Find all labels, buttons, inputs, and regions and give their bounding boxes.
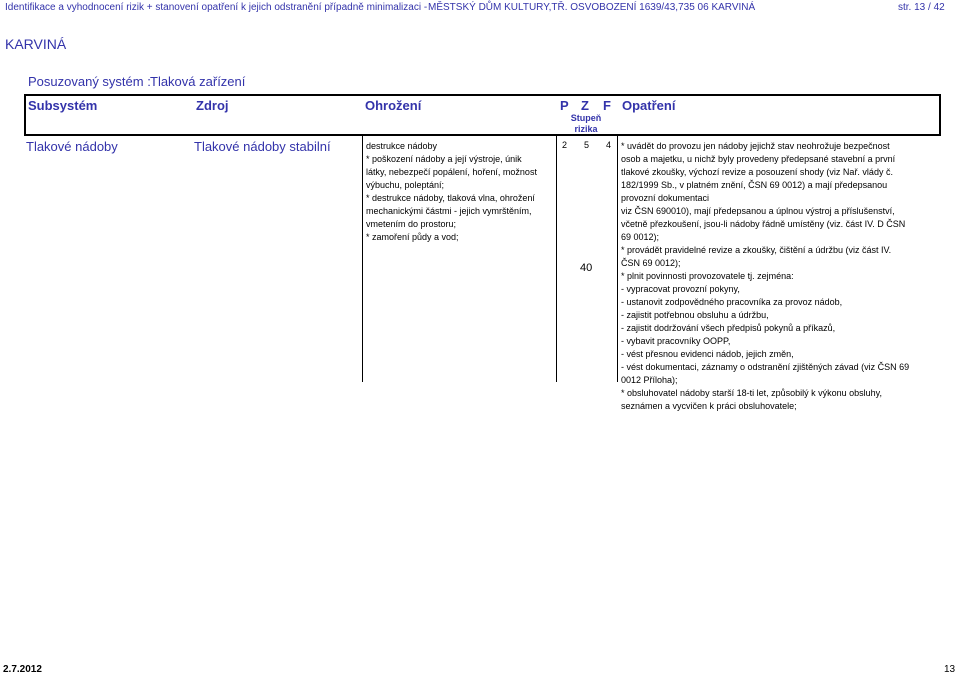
column-f: F: [603, 98, 611, 113]
hazard-column-divider: [362, 134, 363, 382]
measure-line: - zajistit potřebnou obsluhu a údržbu,: [621, 310, 769, 320]
p-column-divider: [556, 134, 557, 382]
column-source: Zdroj: [196, 98, 229, 113]
measure-line: 0012 Příloha);: [621, 375, 678, 385]
system-value: Tlaková zařízení: [150, 74, 246, 89]
measure-line: včetně přezkoušení, jsou-li nádoby řádně umístěny (viz. část IV. D ČSN: [621, 219, 906, 229]
measure-line: * plnit povinnosti provozovatele tj. zejména:: [621, 271, 794, 281]
row-risk-value: 40: [580, 262, 593, 274]
table-header-bottom-rule: [24, 134, 941, 136]
page-counter: str. 13 / 42: [898, 2, 945, 13]
table-right-border: [939, 94, 941, 136]
row-hazard: [366, 140, 537, 244]
hazard-line: * poškození nádoby a její výstroje, únik: [366, 154, 522, 164]
measures-column-divider: [617, 134, 618, 382]
measure-line: * provádět pravidelné revize a zkoušky, čištění a údržbu (viz část IV.: [621, 245, 892, 255]
hazard-line: vmetením do prostoru;: [366, 219, 457, 229]
footer-page-number: 13: [944, 664, 956, 675]
system-label: Posuzovaný systém :: [28, 74, 151, 89]
measure-line: 69 0012);: [621, 232, 660, 242]
measure-line: - vést dokumentaci, záznamy o odstranění zjištěných závad (viz ČSN 69: [621, 362, 910, 372]
measure-line: viz ČSN 690010), mají předepsanou a úplnou výstroj a příslušenství,: [621, 206, 895, 216]
measure-line: - vést přesnou evidenci nádob, jejich změn,: [621, 349, 794, 359]
measure-line: - vypracovat provozní pokyny,: [621, 284, 740, 294]
hazard-line: mechanickými částmi - jejich vymrštěním,: [366, 206, 532, 216]
measure-line: osob a majetku, u nichž byly provedeny předepsané stavební a první: [621, 154, 896, 164]
table-left-border: [24, 94, 26, 136]
measure-line: ČSN 69 0012);: [621, 258, 681, 268]
row-source: Tlakové nádoby stabilní: [194, 139, 331, 154]
document-header-title: Identifikace a vyhodnocení rizik + stanovení opatření k jejich odstranění případně minimalizaci -: [5, 2, 428, 13]
table-top-rule: [24, 94, 941, 96]
hazard-line: * zamoření půdy a vod;: [366, 232, 459, 242]
column-z: Z: [581, 98, 589, 113]
row-p-value: 2: [562, 140, 568, 150]
row-z-value: 5: [584, 140, 590, 150]
footer-date: 2.7.2012: [3, 664, 42, 675]
column-p: P: [560, 98, 569, 113]
column-measures: Opatření: [622, 98, 676, 113]
document-header-address: MĚSTSKÝ DŮM KULTURY,TŘ. OSVOBOZENÍ 1639/43,735 06 KARVINÁ: [428, 2, 756, 13]
column-risk-level: Stupeň rizika: [570, 113, 602, 134]
column-subsystem: Subsystém: [28, 98, 98, 113]
hazard-line: výbuchu, poleptání;: [366, 180, 445, 190]
row-subsystem: Tlakové nádoby: [26, 139, 118, 154]
measure-line: seznámen a vycvičen k práci obsluhovatele;: [621, 401, 797, 411]
hazard-line: látky, nebezpečí popálení, hoření, možnost: [366, 167, 537, 177]
hazard-line: * destrukce nádoby, tlaková vlna, ohrožení: [366, 193, 535, 203]
measure-line: 182/1999 Sb., v platném znění, ČSN 69 0012) a mají předepsanou: [621, 180, 888, 190]
city-title: KARVINÁ: [5, 36, 67, 52]
column-hazard: Ohrožení: [365, 98, 422, 113]
measure-line: * obsluhovatel nádoby starší 18-ti let, způsobilý k výkonu obsluhy,: [621, 388, 882, 398]
measure-line: - zajistit dodržování všech předpisů pokynů a příkazů,: [621, 323, 836, 333]
measure-line: - ustanovit zodpovědného pracovníka za provoz nádob,: [621, 297, 843, 307]
measure-line: - vybavit pracovníky OOPP,: [621, 336, 731, 346]
measure-line: provozní dokumentaci: [621, 193, 710, 203]
row-f-value: 4: [606, 140, 612, 150]
hazard-line: destrukce nádoby: [366, 141, 438, 151]
measure-line: * uvádět do provozu jen nádoby jejichž stav neohrožuje bezpečnost: [621, 141, 890, 151]
measure-line: tlakové zkoušky, výchozí revize a posouzení shody (viz Nař. vlády č.: [621, 167, 893, 177]
row-measures: [621, 140, 909, 413]
